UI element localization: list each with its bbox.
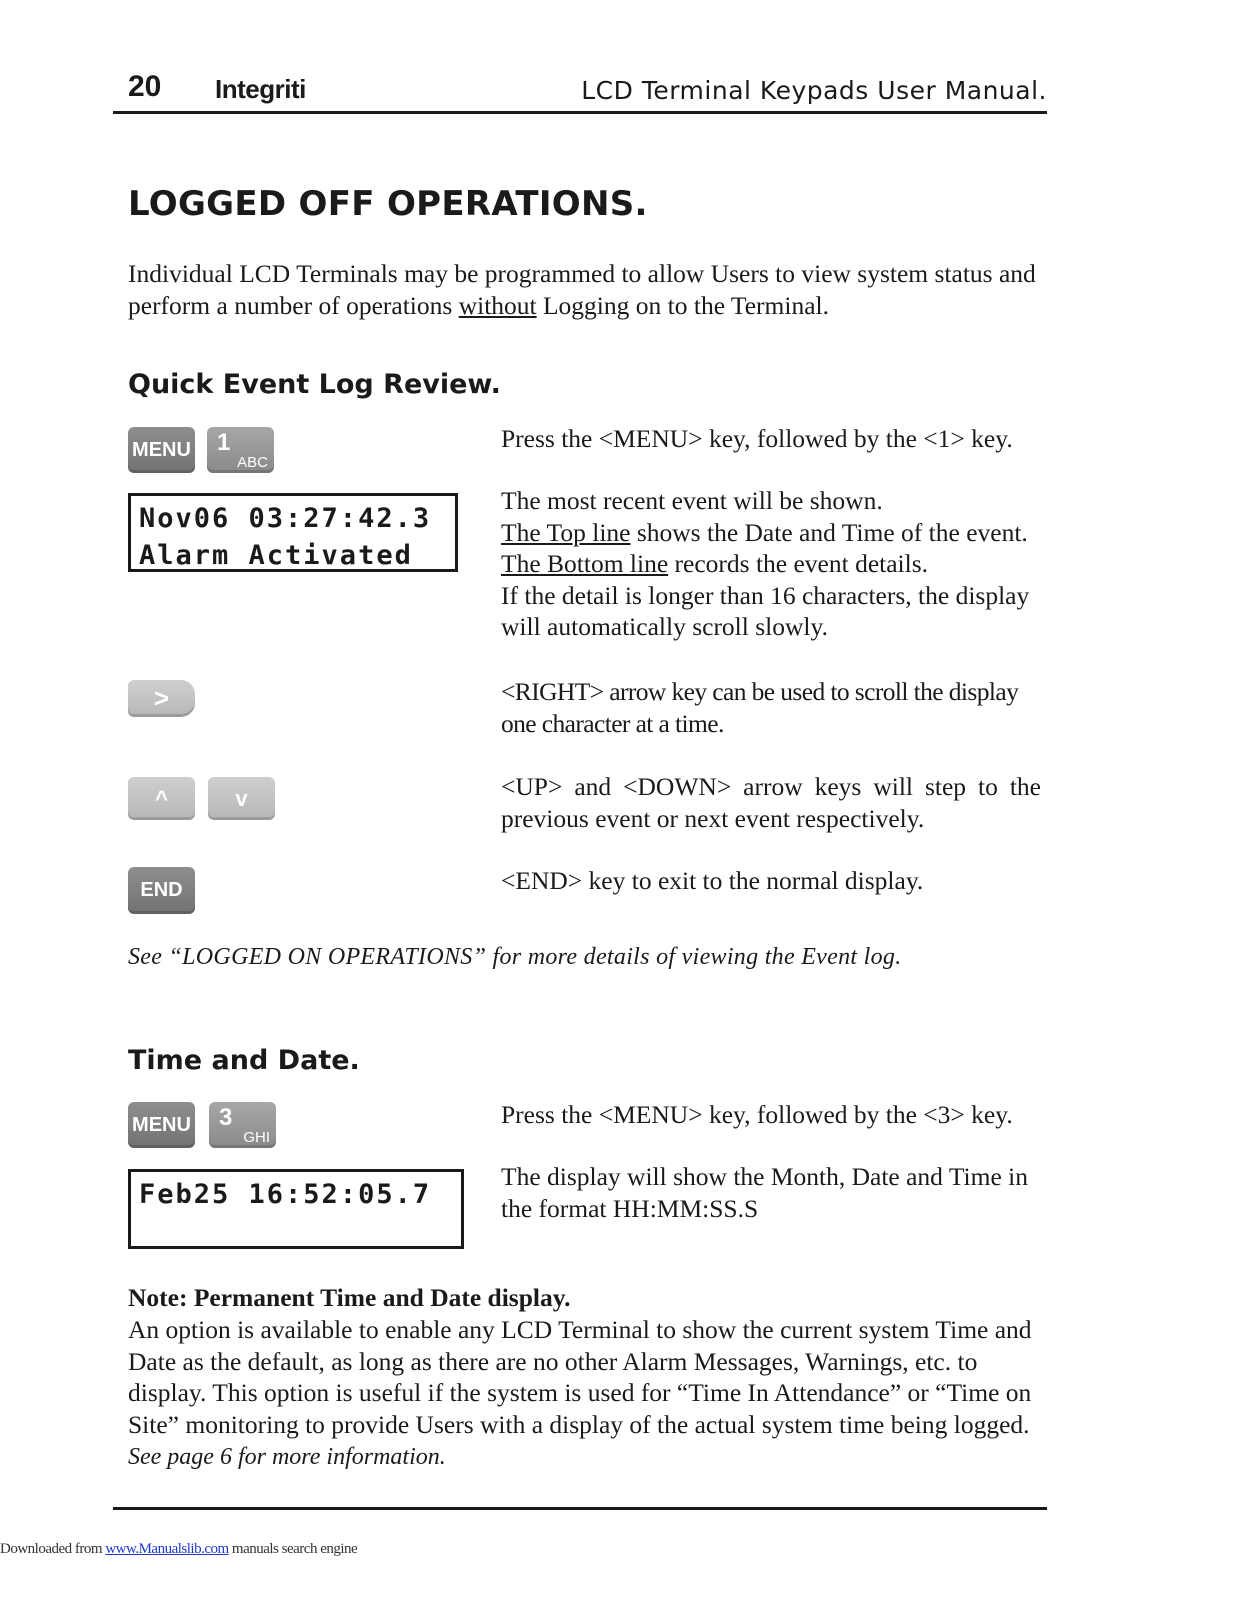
- footer-text: Downloaded from www.Manualslib.com manuals search engine: [0, 1541, 358, 1557]
- manual-title: LCD Terminal Keypads User Manual.: [581, 76, 1047, 105]
- header-divider: [113, 111, 1047, 114]
- end-key-text: <END> key to exit to the normal display.: [501, 866, 924, 895]
- lcd-display-event: [128, 493, 458, 572]
- updown-key-text: <UP> and <DOWN> arrow keys will step to the previous event or next event respectively.: [501, 772, 1041, 833]
- down-arrow-key-icon: v: [208, 777, 275, 820]
- end-key-icon: END: [128, 867, 195, 914]
- section-heading-time-date: Time and Date.: [128, 1045, 360, 1076]
- note-heading: Note: Permanent Time and Date display.: [128, 1283, 571, 1312]
- brand-name: Integriti: [215, 74, 306, 104]
- manualslib-link[interactable]: www.Manualslib.com: [105, 1541, 229, 1557]
- event-description: The most recent event will be shown. The Top line shows the Date and Time of the event. The Bottom line records the event details. If the detail is longer than 16 characters, the display will automatically scroll slowly.: [501, 486, 1030, 641]
- intro-paragraph: Individual LCD Terminals may be programmed to allow Users to view system status and perform a number of operations without Logging on to the Terminal.: [128, 259, 1036, 320]
- footer-divider: [113, 1507, 1047, 1510]
- lcd-time-line: Feb25 16:52:05.7: [139, 1179, 432, 1210]
- page-title: LOGGED OFF OPERATIONS.: [128, 184, 648, 224]
- see-logged-on-note: See “LOGGED ON OPERATIONS” for more details of viewing the Event log.: [128, 944, 902, 970]
- lcd-bottom-line: Alarm Activated: [139, 540, 413, 571]
- quick-event-press-text: Press the <MENU> key, followed by the <1> key.: [501, 424, 1013, 453]
- time-date-press-text: Press the <MENU> key, followed by the <3> key.: [501, 1100, 1013, 1129]
- key-1-icon: 1 ABC: [207, 427, 274, 473]
- lcd-top-line: Nov06 03:27:42.3: [139, 503, 432, 534]
- intro-emphasis: without: [458, 290, 537, 320]
- up-arrow-key-icon: ^: [128, 777, 195, 820]
- page-number: 20: [128, 70, 162, 103]
- lcd-display-time: [128, 1169, 464, 1249]
- right-arrow-key-icon: >: [128, 680, 195, 717]
- time-date-description: The display will show the Month, Date and Time in the format HH:MM:SS.S: [501, 1162, 1028, 1223]
- menu-key-icon-2: MENU: [128, 1102, 195, 1148]
- section-heading-quick-event: Quick Event Log Review.: [128, 369, 501, 400]
- note-body: An option is available to enable any LCD Terminal to show the current system Time and Date as the default, as long as there are no other Alarm Messages, Warnings, etc. to display. This option is useful if the system is used for “Time In Attendance” or “Time on Site” monitoring to provide Users with a display of the actual system time being logged. See page 6 for more information.: [128, 1315, 1032, 1470]
- menu-key-icon: MENU: [128, 427, 195, 473]
- right-key-text: <RIGHT> arrow key can be used to scroll the display one character at a time.: [501, 677, 1019, 738]
- key-3-icon: 3 GHI: [209, 1102, 276, 1148]
